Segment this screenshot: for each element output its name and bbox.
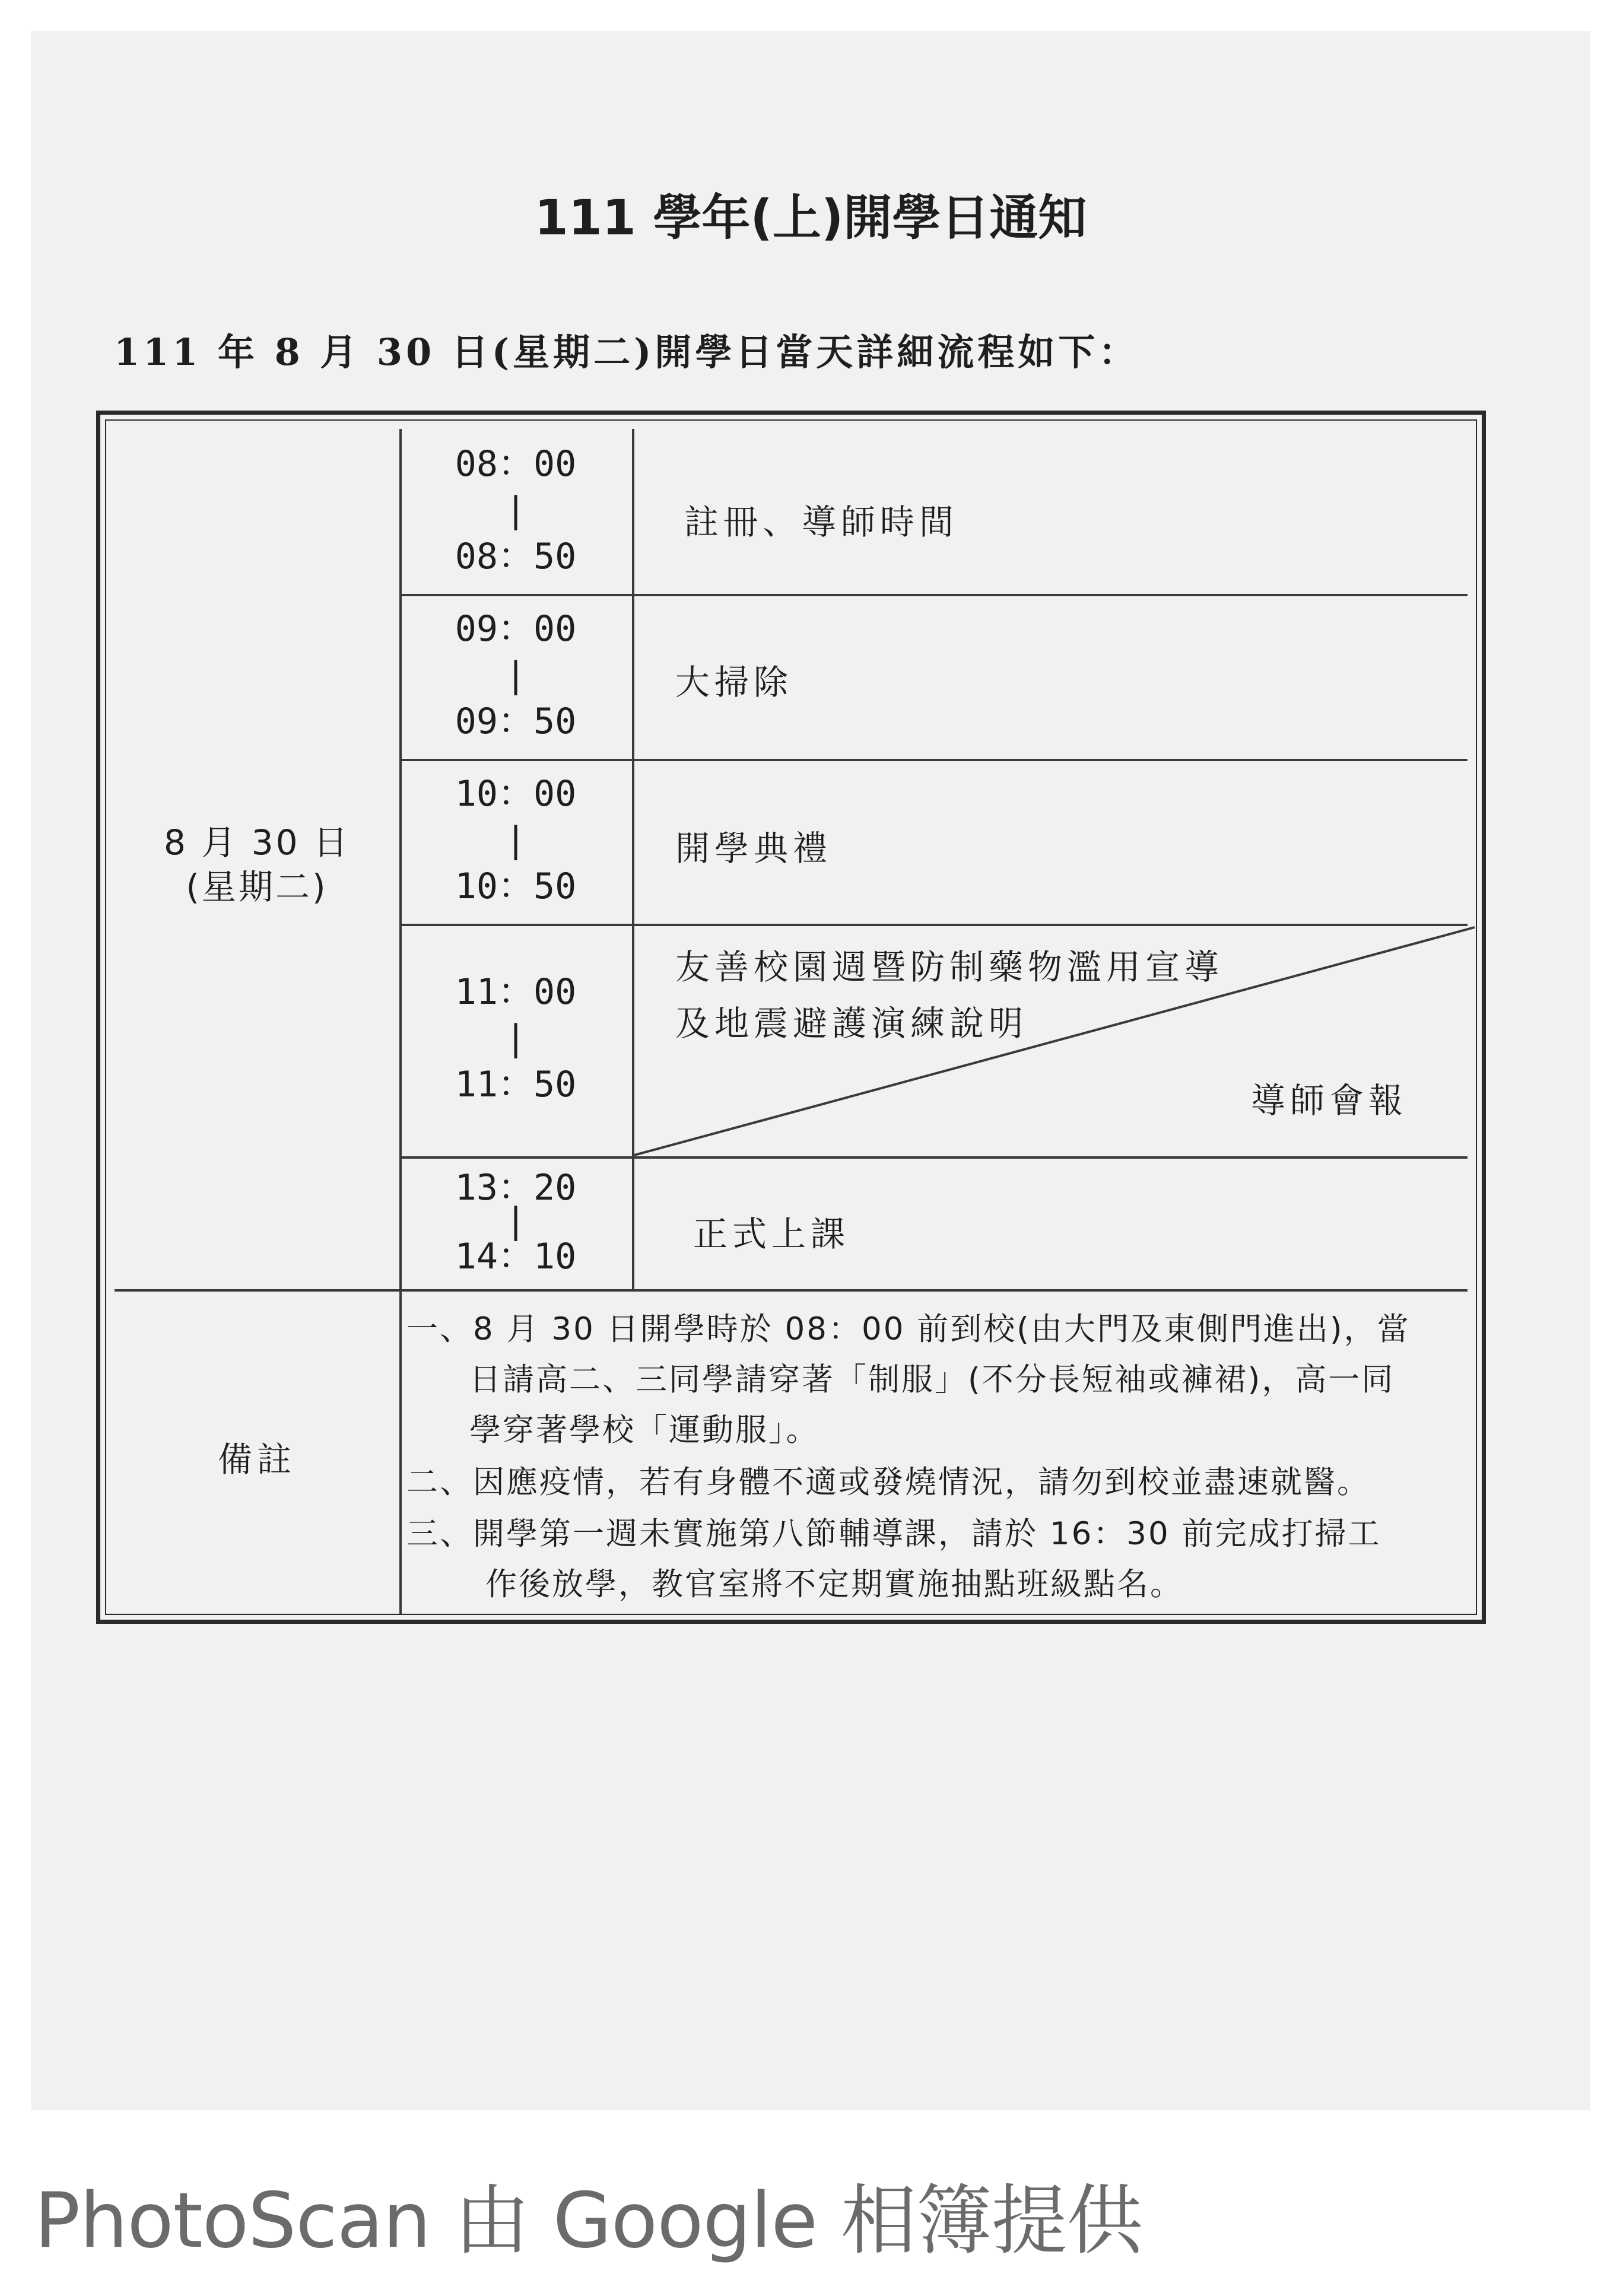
schedule-table [96,411,1486,1624]
activity-registration: 註冊、導師時間 [684,502,959,542]
time-start: 08：00 [455,443,577,485]
date-cell-line2: (星期二) [186,867,328,907]
time-separator: | [504,654,527,696]
remarks-divider [115,1289,1467,1292]
photoscan-credit: PhotoScan 由 Google 相簿提供 [34,2177,1142,2265]
row-divider [399,759,1467,761]
time-end: 14：10 [455,1236,577,1277]
time-separator: | [504,489,527,531]
time-separator: | [504,1200,527,1242]
remark-line: 作後放學，教官室將不定期實施抽點班級點名。 [485,1566,1183,1602]
activity-cleaning: 大掃除 [675,662,793,702]
activity-campus-safety: 友善校園週暨防制藥物濫用宣導 [675,947,1224,987]
time-end: 11：50 [455,1064,577,1105]
date-cell-line1: 8 月 30 日 [163,822,350,863]
row-divider [399,1156,1467,1159]
remark-line: 日請高二、三同學請穿著「制服」(不分長短袖或褲裙)，高一同 [469,1362,1395,1398]
scanned-paper [31,31,1590,2110]
activity-ceremony: 開學典禮 [675,828,833,869]
time-separator: | [504,819,527,861]
activity-earthquake-drill: 及地震避護演練說明 [675,1003,1028,1044]
time-start: 09：00 [455,608,577,650]
time-start: 13：20 [455,1167,577,1209]
time-start: 11：00 [455,971,577,1013]
time-separator: | [504,1017,527,1059]
remark-line: 二、因應疫情，若有身體不適或發燒情況，請勿到校並盡速就醫。 [406,1464,1370,1500]
remarks-label: 備註 [217,1439,296,1480]
time-end: 08：50 [455,536,577,577]
time-end: 09：50 [455,701,577,742]
time-end: 10：50 [455,866,577,907]
column-divider [632,429,634,1289]
remark-line: 學穿著學校「運動服」。 [469,1412,819,1448]
activity-teacher-meeting: 導師會報 [1251,1080,1408,1121]
time-start: 10：00 [455,773,577,815]
document-title: 111 學年(上)開學日通知 [534,190,1087,246]
row-divider [399,594,1467,596]
activity-classes: 正式上課 [693,1214,850,1254]
remark-line: 一、8 月 30 日開學時於 08：00 前到校(由大門及東側門進出)，當 [406,1311,1411,1347]
intro-text: 111 年 8 月 30 日(星期二)開學日當天詳細流程如下： [114,330,1139,374]
remark-line: 三、開學第一週未實施第八節輔導課，請於 16：30 前完成打掃工 [406,1516,1381,1552]
